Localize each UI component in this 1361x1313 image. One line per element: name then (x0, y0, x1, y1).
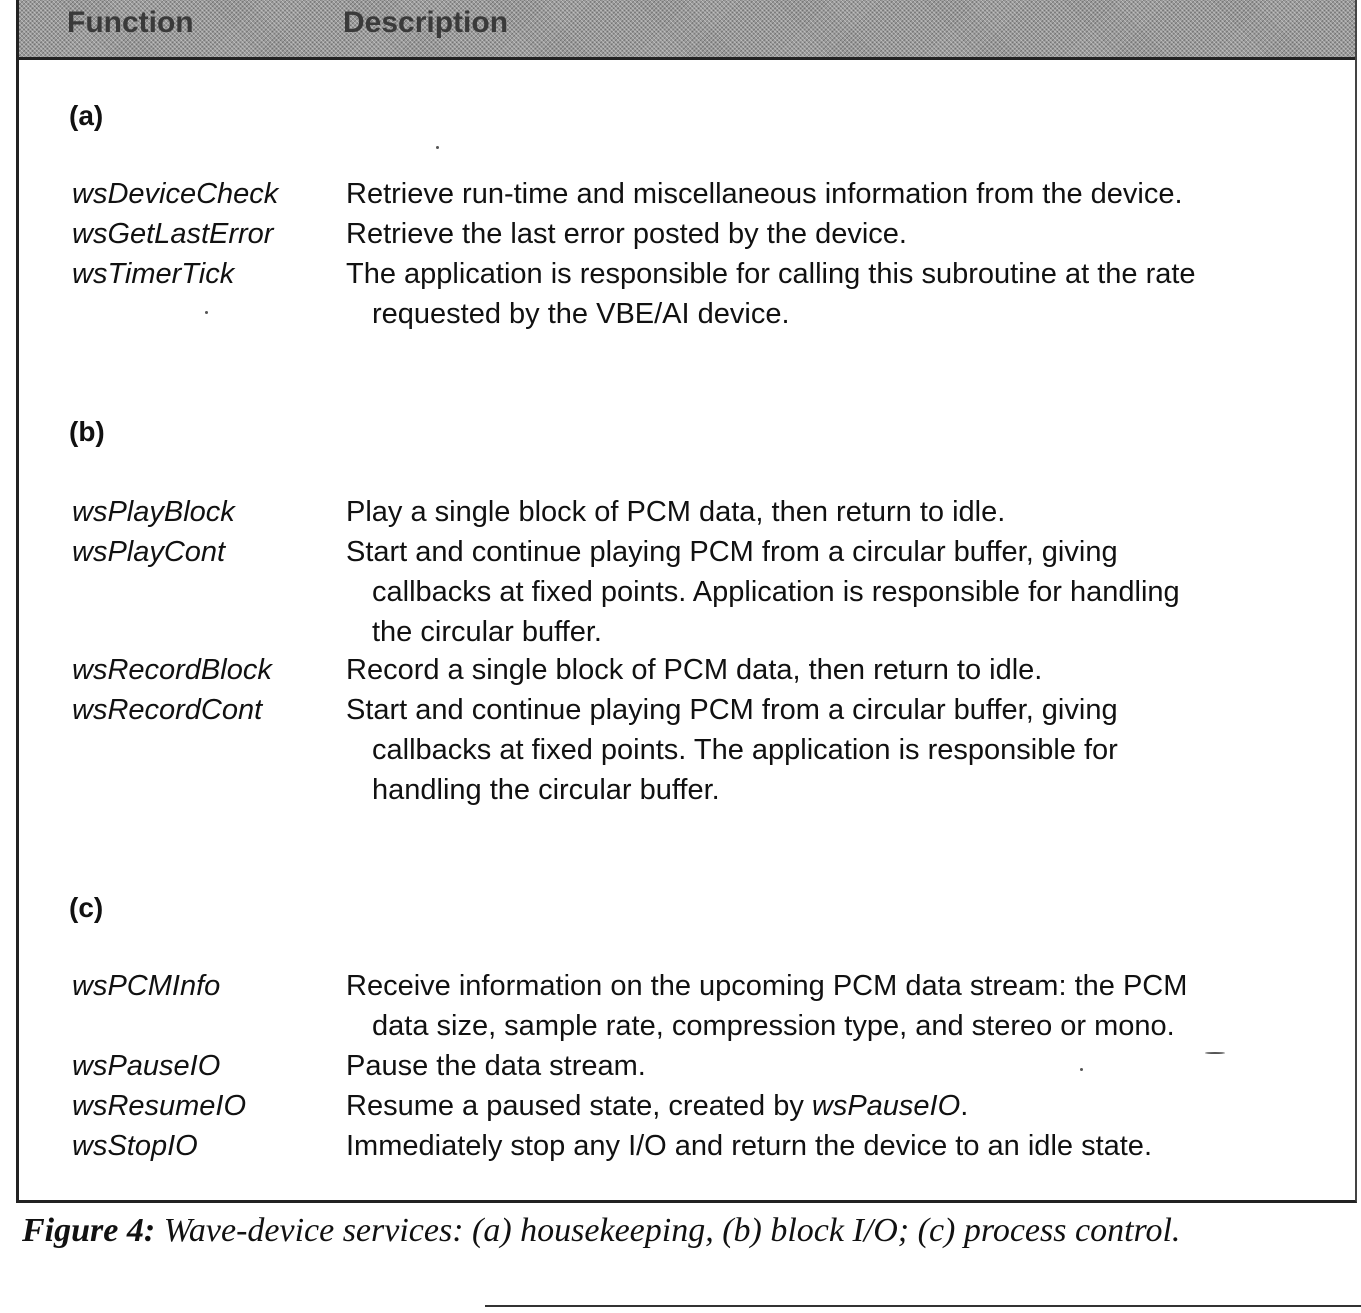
description-line: Retrieve the last error posted by the device. (346, 218, 907, 250)
section-label: (a) (69, 100, 104, 131)
function-reference: wsPauseIO (811, 1090, 961, 1122)
description-line: Retrieve run-time and miscellaneous information from the device. (346, 178, 1183, 210)
description-line: Immediately stop any I/O and return the device to an idle state. (346, 1130, 1152, 1162)
figure-caption-text: Wave-device services: (a) housekeeping, (b) block I/O; (c) process control. (163, 1212, 1181, 1249)
function-description (346, 690, 1336, 810)
description-line: Receive information on the upcoming PCM data stream: the PCM (346, 970, 1188, 1002)
function-name: wsPlayBlock (72, 496, 235, 528)
description-line: callbacks at fixed points. The application is responsible for (372, 734, 1118, 766)
description-text: . (960, 1090, 969, 1122)
function-name: wsRecordBlock (72, 654, 272, 686)
description-line: Start and continue playing PCM from a circular buffer, giving (346, 694, 1118, 726)
function-description (346, 254, 1336, 334)
scan-speck (1205, 1052, 1225, 1054)
description-line: requested by the VBE/AI device. (372, 298, 790, 330)
figure-label: Figure 4: (22, 1212, 156, 1249)
description-line: the circular buffer. (372, 616, 602, 648)
description-line: Pause the data stream. (346, 1050, 646, 1082)
function-description (346, 650, 1336, 690)
function-description (346, 532, 1336, 652)
description-line: handling the circular buffer. (372, 774, 720, 806)
figure-caption (22, 1210, 1342, 1252)
function-name: wsTimerTick (72, 258, 235, 290)
function-name: wsDeviceCheck (72, 178, 279, 210)
scan-speck (1080, 1068, 1083, 1071)
description-line: Start and continue playing PCM from a circular buffer, giving (346, 536, 1118, 568)
description-line (346, 1086, 1336, 1126)
function-description (346, 174, 1336, 214)
function-name: wsStopIO (72, 1130, 198, 1162)
header-function: Function (67, 6, 194, 39)
table-header (19, 0, 1355, 60)
description-text: Resume a paused state, created by (346, 1090, 812, 1122)
description-line: The application is responsible for calling this subroutine at the rate (346, 258, 1196, 290)
description-line: Play a single block of PCM data, then return to idle. (346, 496, 1006, 528)
function-description (346, 214, 1336, 254)
description-line: callbacks at fixed points. Application is responsible for handling (372, 576, 1180, 608)
function-name: wsResumeIO (72, 1090, 247, 1122)
bottom-rule (485, 1305, 1361, 1307)
section-label: (b) (69, 416, 105, 447)
function-name: wsRecordCont (72, 694, 263, 726)
function-name: wsPCMInfo (72, 970, 221, 1002)
function-name: wsPlayCont (72, 536, 226, 568)
function-description (346, 1046, 1336, 1086)
function-description (346, 966, 1336, 1046)
function-description (346, 1126, 1336, 1166)
section-label: (c) (69, 892, 104, 923)
function-name: wsGetLastError (72, 218, 274, 250)
function-description (346, 1086, 1336, 1126)
function-description (346, 492, 1336, 532)
scan-speck (436, 146, 439, 149)
description-line: data size, sample rate, compression type, and stereo or mono. (372, 1010, 1175, 1042)
function-name: wsPauseIO (72, 1050, 221, 1082)
description-line: Record a single block of PCM data, then return to idle. (346, 654, 1043, 686)
header-description: Description (343, 6, 509, 39)
function-table (16, 0, 1357, 1203)
scan-speck (205, 311, 208, 314)
